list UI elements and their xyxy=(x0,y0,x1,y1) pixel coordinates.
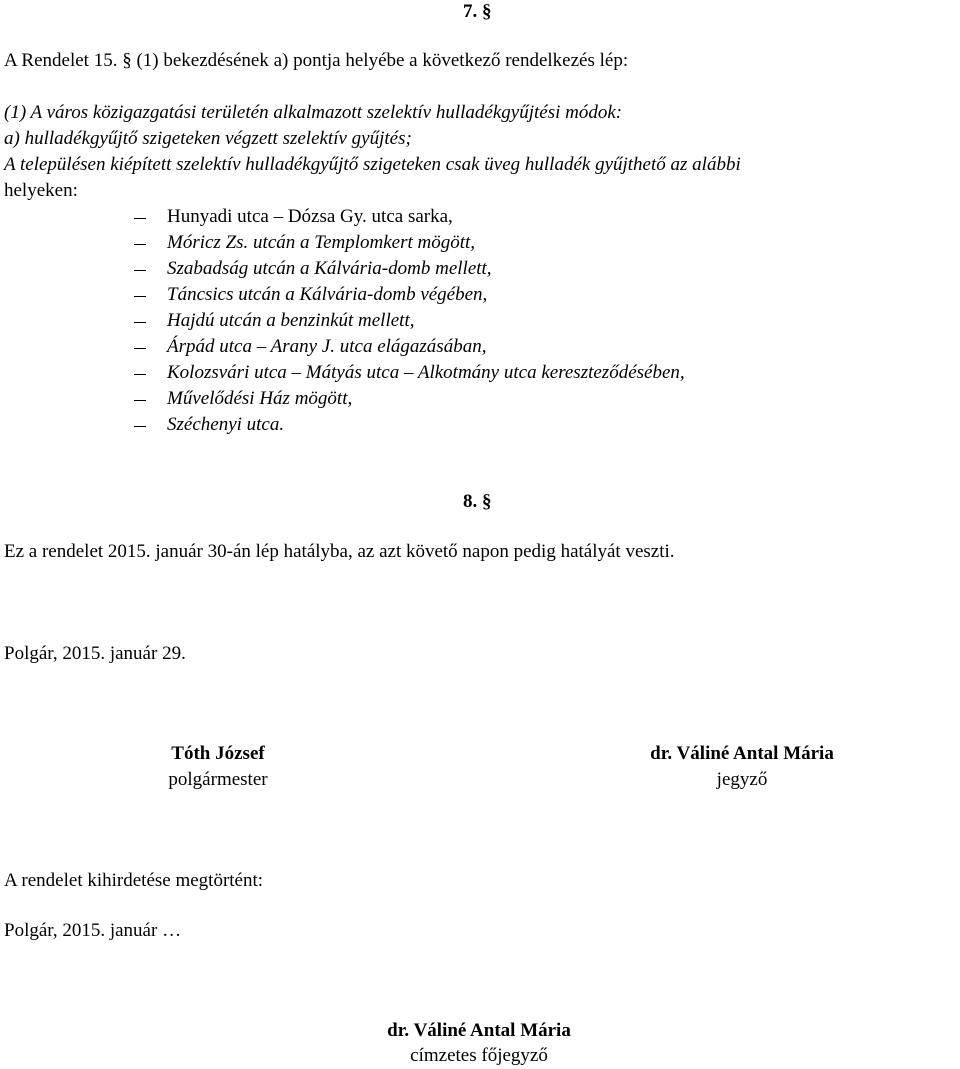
mayor-title: polgármester xyxy=(168,769,268,790)
dash-bullet xyxy=(134,374,146,375)
dash-bullet xyxy=(134,244,146,245)
promulgation-date: Polgár, 2015. január … xyxy=(4,920,182,941)
chief-notary-title: címzetes főjegyző xyxy=(410,1045,548,1066)
dash-bullet xyxy=(134,218,146,219)
section-7-intro: A Rendelet 15. § (1) bekezdésének a) pontja helyébe a következő rendelkezés lép: xyxy=(4,50,629,71)
dash-bullet xyxy=(134,400,146,401)
dash-bullet xyxy=(134,322,146,323)
section-7-heading: 7. § xyxy=(463,1,492,22)
dash-bullet xyxy=(134,426,146,427)
collection-sentence: A településen kiépített szelektív hulladékgyűjtő szigeteken csak üveg hulladék gyűjthető az alábbi xyxy=(4,154,741,175)
notary-name: dr. Váliné Antal Mária xyxy=(650,743,834,764)
mayor-name: Tóth József xyxy=(171,743,265,764)
section-8-text: Ez a rendelet 2015. január 30-án lép hatályba, az azt követő napon pedig hatályát veszti. xyxy=(4,541,675,562)
place-date: Polgár, 2015. január 29. xyxy=(4,643,186,664)
section-8-heading: 8. § xyxy=(463,491,492,512)
dash-bullet xyxy=(134,348,146,349)
collection-sentence-end: helyeken: xyxy=(4,180,78,201)
promulgation-label: A rendelet kihirdetése megtörtént: xyxy=(4,870,264,891)
paragraph-1: (1) A város közigazgatási területén alkalmazott szelektív hulladékgyűjtési módok: xyxy=(4,102,623,123)
chief-notary-name: dr. Váliné Antal Mária xyxy=(387,1020,571,1041)
dash-bullet xyxy=(134,296,146,297)
dash-bullet xyxy=(134,270,146,271)
notary-title: jegyző xyxy=(716,769,768,790)
point-a: a) hulladékgyűjtő szigeteken végzett szelektív gyűjtés; xyxy=(4,128,412,149)
